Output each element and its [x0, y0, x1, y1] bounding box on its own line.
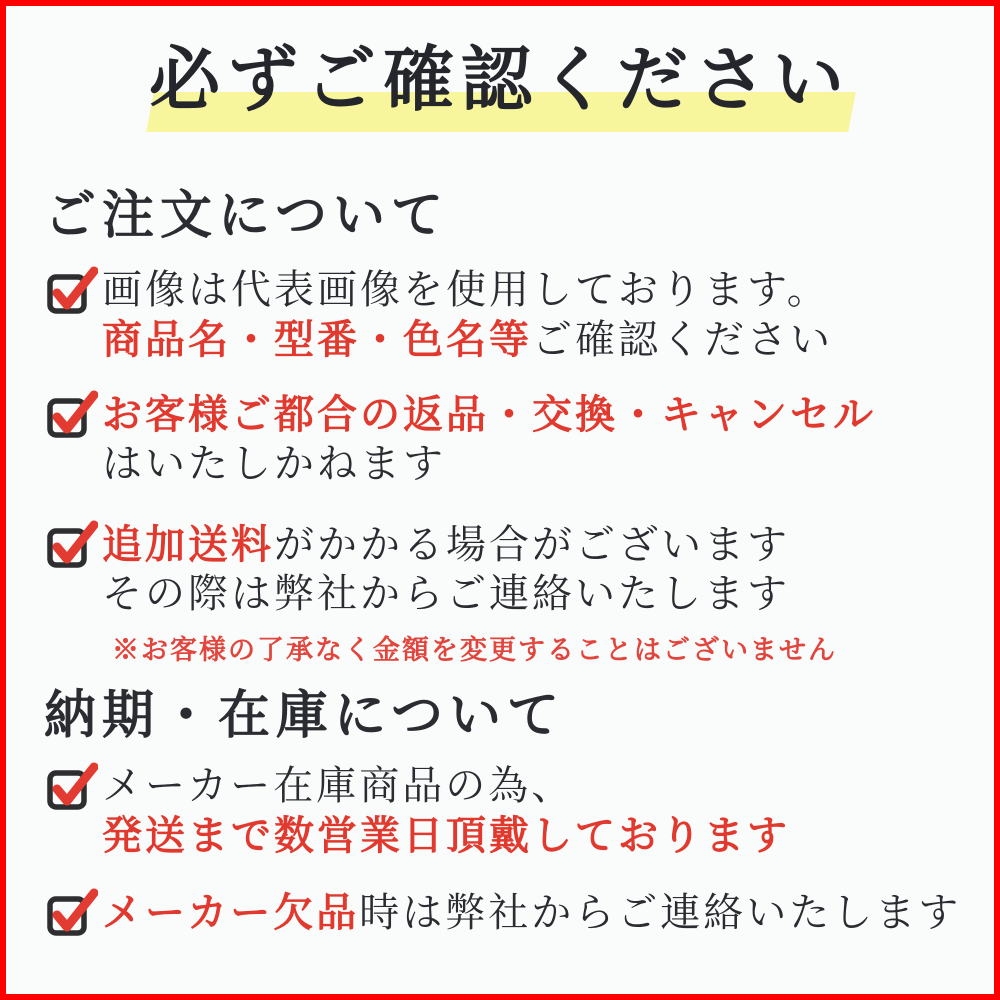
notice-text-emphasis: 発送まで数営業日頂戴しております — [102, 812, 790, 859]
notice-text-emphasis: メーカー欠品 — [102, 889, 360, 936]
checkbox-checked-icon — [46, 388, 98, 440]
notice-item — [46, 888, 961, 938]
notice-item-text — [102, 762, 790, 861]
notice-text-emphasis: お客様ご都合の返品・交換・キャンセル — [102, 391, 876, 438]
checkbox-checked-icon — [46, 760, 98, 812]
checkbox-checked-icon — [46, 518, 98, 570]
notice-text: その際は弊社からご連絡いたします — [102, 571, 790, 617]
notice-text: 画像は代表画像を使用しております。 — [102, 267, 830, 313]
notice-item-text — [102, 390, 876, 489]
section-heading-order: ご注文について — [44, 185, 449, 246]
page-title: 必ずご確認ください — [148, 37, 851, 121]
section-heading-stock: 納期・在庫について — [44, 685, 565, 746]
notice-text-emphasis: 追加送料 — [102, 521, 274, 568]
notice-footnote: ※お客様の了承なく金額を変更することはございません — [112, 635, 837, 666]
notice-item — [46, 762, 790, 861]
notice-item — [46, 520, 837, 667]
notice-item-text — [102, 520, 837, 667]
title-banner — [0, 26, 1000, 146]
notice-item-text — [102, 888, 961, 938]
notice-item — [46, 266, 833, 365]
notice-text: ご確認ください — [532, 317, 833, 363]
notice-text: メーカー在庫商品の為、 — [102, 763, 575, 809]
notice-item-text — [102, 266, 833, 365]
checkbox-checked-icon — [46, 886, 98, 938]
notice-text: 時は弊社からご連絡いたします — [359, 890, 962, 936]
checkbox-checked-icon — [46, 264, 98, 316]
notice-text-emphasis: 商品名・型番・色名等 — [102, 316, 532, 363]
notice-text: がかかる場合がございます — [274, 522, 790, 568]
notice-item — [46, 390, 876, 489]
notice-text: はいたしかねます — [102, 441, 446, 487]
